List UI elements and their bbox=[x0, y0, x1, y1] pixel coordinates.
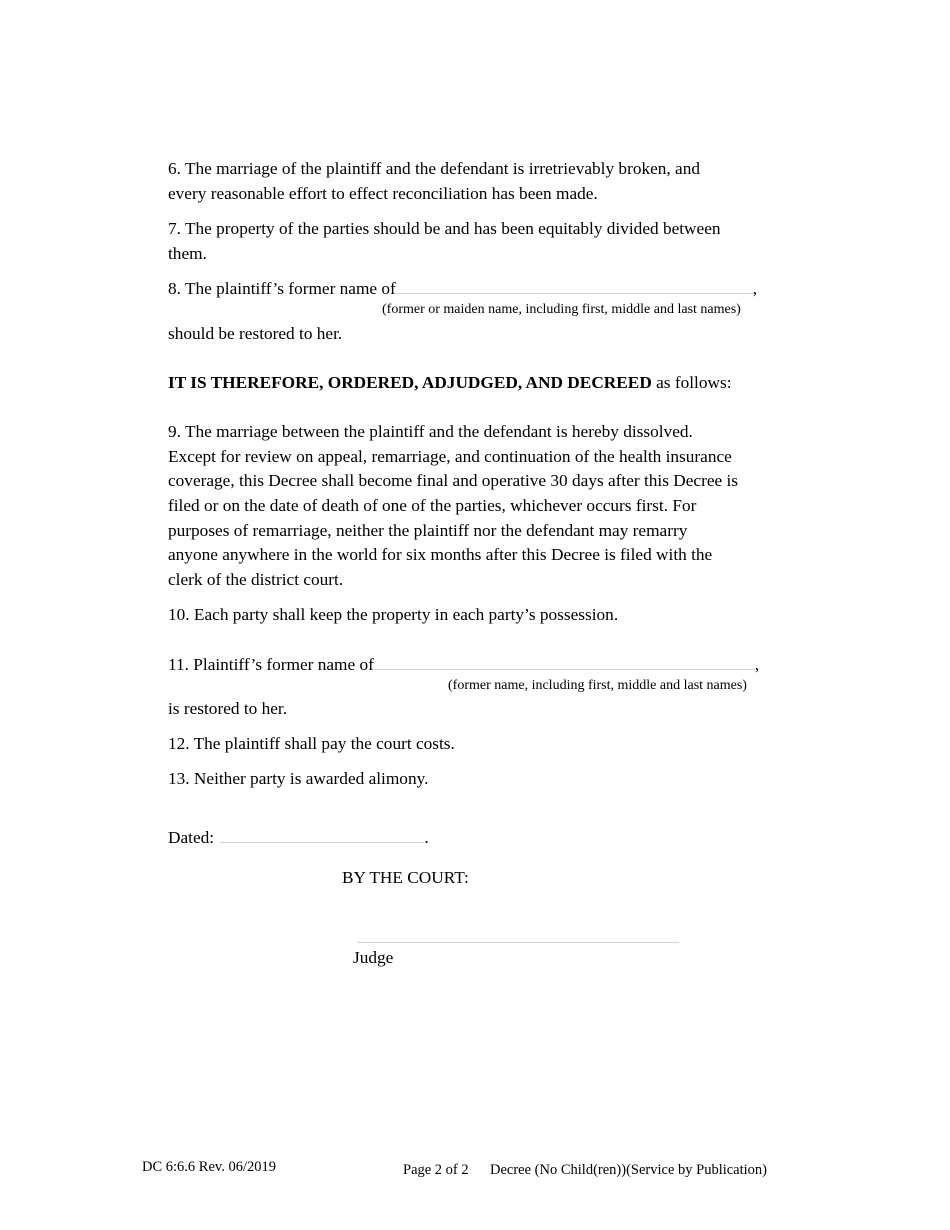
footer-form-id: DC 6:6.6 Rev. 06/2019 bbox=[142, 1159, 276, 1175]
footer-page-number: Page 2 of 2 bbox=[403, 1162, 469, 1178]
item-8-line-3: should be restored to her. bbox=[168, 324, 343, 343]
item-13: 13. Neither party is awarded alimony. bbox=[168, 769, 429, 788]
item-9-line-1: 9. The marriage between the plaintiff and the defendant is hereby dissolved. bbox=[168, 422, 693, 441]
item-12: 12. The plaintiff shall pay the court costs. bbox=[168, 734, 455, 753]
item-8-caption: (former or maiden name, including first, middle and last names) bbox=[382, 302, 741, 317]
item-11-suffix: , bbox=[754, 655, 760, 674]
item-11-prefix: 11. Plaintiff’s former name of bbox=[168, 655, 374, 674]
date-field[interactable] bbox=[220, 828, 424, 843]
order-heading-bold: IT IS THEREFORE, ORDERED, ADJUDGED, AND DECREED bbox=[168, 373, 652, 392]
item-7-line-2: them. bbox=[168, 244, 207, 263]
item-6-line-2: every reasonable effort to effect reconciliation has been made. bbox=[168, 184, 598, 203]
dated-suffix: . bbox=[424, 828, 429, 847]
item-11-caption: (former name, including first, middle and last names) bbox=[448, 678, 747, 693]
dated-line bbox=[168, 828, 429, 846]
item-6-line-1: 6. The marriage of the plaintiff and the defendant is irretrievably broken, and bbox=[168, 159, 701, 178]
footer-document-title: Decree (No Child(ren))(Service by Publication) bbox=[490, 1162, 768, 1178]
item-9-line-2: Except for review on appeal, remarriage, and continuation of the health insurance bbox=[168, 447, 732, 466]
item-9-line-6: anyone anywhere in the world for six months after this Decree is filed with the bbox=[168, 545, 713, 564]
judge-label: Judge bbox=[353, 948, 394, 967]
item-7-line-1: 7. The property of the parties should be and has been equitably divided between bbox=[168, 219, 721, 238]
judge-signature-line[interactable] bbox=[357, 942, 679, 943]
former-maiden-name-field[interactable] bbox=[396, 279, 753, 294]
item-9-line-5: purposes of remarriage, neither the plaintiff nor the defendant may remarry bbox=[168, 521, 688, 540]
item-8-line bbox=[168, 279, 757, 297]
former-name-field[interactable] bbox=[374, 655, 755, 670]
by-the-court: BY THE COURT: bbox=[342, 868, 469, 887]
order-heading-rest: as follows: bbox=[651, 373, 732, 392]
item-11-line-3: is restored to her. bbox=[168, 699, 288, 718]
item-11-line bbox=[168, 655, 759, 673]
item-9-line-4: filed or on the date of death of one of the parties, whichever occurs first. For bbox=[168, 496, 697, 515]
item-9-line-7: clerk of the district court. bbox=[168, 570, 344, 589]
item-8-prefix: 8. The plaintiff’s former name of bbox=[168, 279, 396, 298]
item-10: 10. Each party shall keep the property in each party’s possession. bbox=[168, 605, 619, 624]
item-9-line-3: coverage, this Decree shall become final and operative 30 days after this Decree is bbox=[168, 471, 739, 490]
order-heading bbox=[168, 374, 732, 391]
dated-label: Dated: bbox=[168, 828, 215, 847]
item-8-suffix: , bbox=[752, 279, 758, 298]
